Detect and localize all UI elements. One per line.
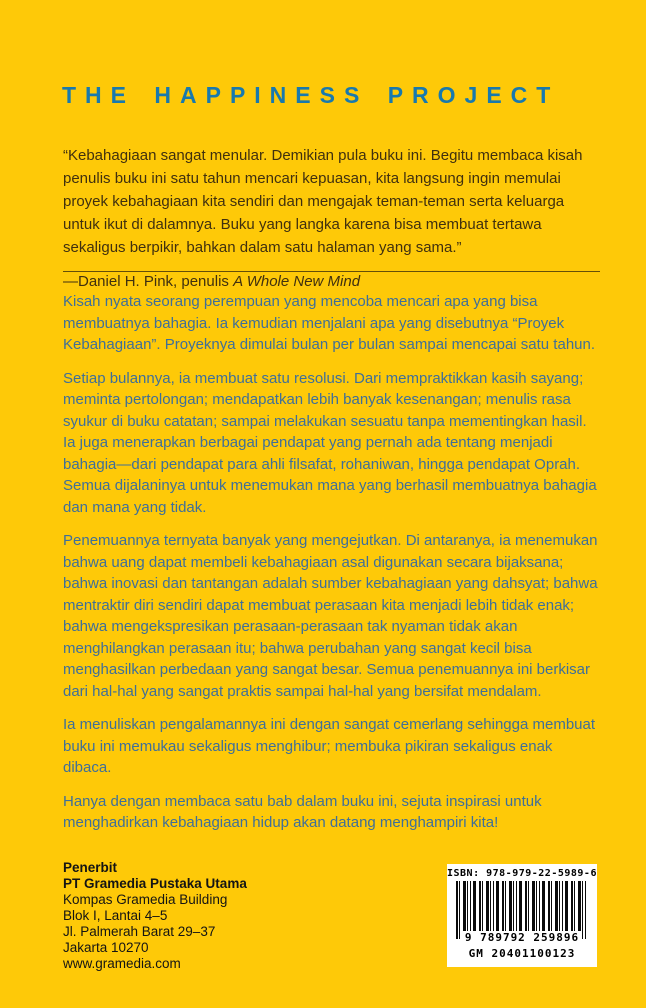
isbn-label: ISBN: 978-979-22-5989-6	[447, 868, 597, 879]
synopsis-paragraph: Setiap bulannya, ia membuat satu resolusi. Dari mempraktikkan kasih sayang; meminta pertolongan; mendapatkan lebih banyak kesenangan; menulis rasa syukur di buku catatan; sampai melakukan sesuatu tanpa mementingkan hasil. Ia juga menerapkan berbagai pendapat yang pernah ada tentang menjadi bahagia—dari pendapat para ahli filsafat, rohaniwan, hingga pendapat Oprah. Semua dijalaninya untuk menemukan mana yang berhasil membuatnya bahagia dan mana yang tidak.	[63, 369, 597, 516]
synopsis-paragraph: Kisah nyata seorang perempuan yang mencoba mencari apa yang bisa membuatnya bahagia. Ia kemudian menjalani apa yang disebutnya “Proyek Kebahagiaan”. Proyeknya dimulai bulan per bulan sampai mencapai satu tahun.	[63, 293, 596, 353]
publisher-block	[63, 860, 247, 972]
barcode-code: GM 20401100123	[468, 947, 576, 960]
synopsis-paragraph: Hanya dengan membaca satu bab dalam buku ini, sejuta inspirasi untuk menghadirkan kebahagiaan hidup akan datang menghampiri kita!	[63, 792, 542, 831]
publisher-address-line: Jl. Palmerah Barat 29–37	[63, 924, 216, 939]
publisher-address-line: Kompas Gramedia Building	[63, 892, 228, 907]
publisher-address-line: Blok I, Lantai 4–5	[63, 908, 168, 923]
endorsement-attribution	[63, 272, 600, 292]
endorsement-block	[63, 144, 600, 292]
attribution-author: —Daniel H. Pink, penulis	[63, 273, 234, 290]
synopsis-block	[63, 291, 600, 846]
endorsement-quote: “Kebahagiaan sangat menular. Demikian pula buku ini. Begitu membaca kisah penulis buku ini satu tahun mencari kepuasan, kita langsung ingin memulai proyek kebahagiaan kita sendiri dan mengajak teman-teman serta keluarga untuk ikut di dalamnya. Buku yang langka karena bisa membuat tertawa sekaligus berpikir, bahkan dalam satu halaman yang sama.”	[63, 147, 583, 256]
ean-digits-row	[456, 928, 588, 946]
publisher-address-line: Jakarta 10270	[63, 940, 149, 955]
attribution-book-title: A Whole New Mind	[233, 273, 361, 290]
ean-digits: 9 789792 259896	[464, 931, 580, 944]
divider-line	[63, 271, 600, 272]
synopsis-paragraph: Ia menuliskan pengalamannya ini dengan sangat cemerlang sehingga membuat buku ini memukau sekaligus menghibur; membuka pikiran sekaligus enak dibaca.	[63, 716, 596, 776]
publisher-name: PT Gramedia Pustaka Utama	[63, 876, 247, 891]
publisher-website: www.gramedia.com	[63, 956, 181, 971]
book-title: THE HAPPINESS PROJECT	[62, 82, 560, 108]
barcode	[447, 864, 597, 967]
publisher-label: Penerbit	[63, 860, 118, 875]
synopsis-paragraph: Penemuannya ternyata banyak yang mengejutkan. Di antaranya, ia menemukan bahwa uang dapat membeli kebahagiaan asal digunakan secara bijaksana; bahwa inovasi dan tantangan adalah sumber kebahagiaan yang dahsyat; bahwa mentraktir diri sendiri dapat membuat perasaan kita menjadi lebih tidak enak; bahwa mengekspresikan perasaan-perasaan tak nyaman tidak akan menghilangkan perasaan itu; bahwa perubahan yang sangat kecil bisa menghasilkan perbedaan yang sangat besar. Semua penemuannya ini berkisar dari hal-hal yang sangat praktis sampai hal-hal yang bersifat mendalam.	[63, 532, 598, 700]
